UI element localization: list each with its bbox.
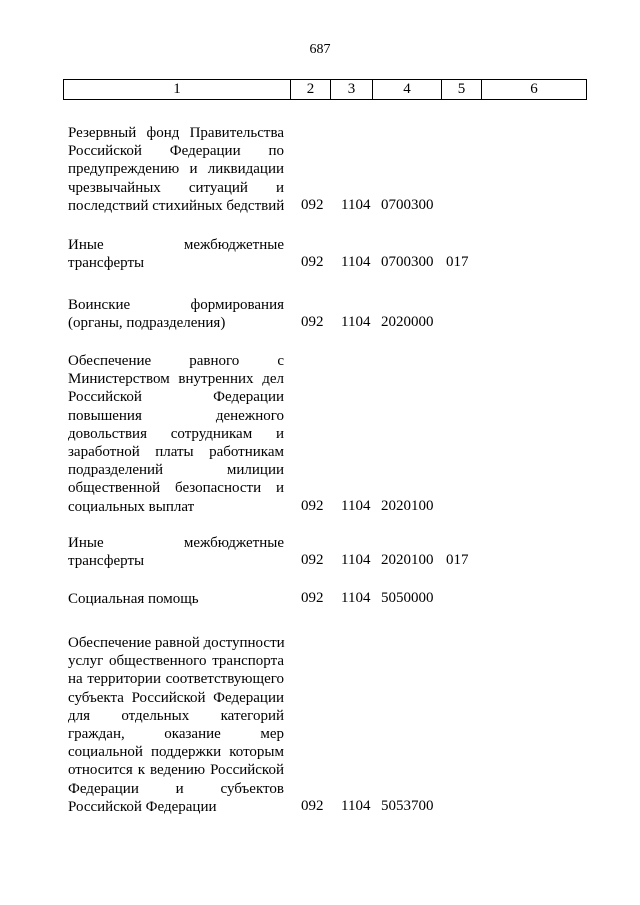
header-col-4: 4 (373, 80, 442, 99)
description-line: граждан, оказание мер (68, 725, 284, 742)
page-number: 687 (309, 42, 331, 57)
description-line: социальной поддержки которым (68, 744, 284, 761)
description-line: Министерством внутренних дел (68, 371, 284, 388)
row-description (68, 534, 284, 570)
cell-c2: 092 (301, 314, 324, 331)
description-line: для отдельных категорий (68, 707, 284, 724)
table-header (63, 79, 587, 100)
cell-c3: 1104 (341, 254, 371, 271)
row-description (68, 352, 284, 516)
description-line: трансферты (68, 255, 145, 272)
description-line: предупреждению и ликвидации (68, 161, 284, 178)
description-line: заработной платы работникам (68, 443, 284, 460)
row-description (68, 590, 284, 608)
description-line: Российской Федерации (68, 389, 284, 406)
cell-c5: 017 (446, 552, 469, 569)
cell-c4: 2020100 (381, 497, 434, 514)
cell-c4: 0700300 (381, 254, 434, 271)
cell-c3: 1104 (341, 797, 371, 814)
cell-c3: 1104 (341, 590, 371, 606)
cell-c3: 1104 (341, 552, 371, 569)
description-line: относится к ведению Российской (68, 762, 284, 779)
description-line: Иные межбюджетные (68, 535, 284, 551)
row-description (68, 236, 284, 272)
cell-c4: 2020000 (381, 314, 434, 331)
header-col-6: 6 (530, 81, 538, 97)
description-line: услуг общественного транспорта (68, 653, 284, 670)
row-description (68, 634, 284, 816)
cell-c3: 1104 (341, 196, 371, 213)
header-col-3: 3 (331, 80, 373, 99)
header-col-1: 1 (64, 80, 291, 99)
cell-c2: 092 (301, 590, 324, 606)
cell-c3: 1104 (341, 497, 371, 514)
description-line: Российской Федерации (68, 798, 217, 815)
cell-c2: 092 (301, 797, 324, 814)
description-line: довольствия сотрудникам и (68, 425, 284, 442)
row-description (68, 296, 284, 332)
description-line: подразделений милиции (68, 462, 284, 479)
description-line: на территории соответствующего (68, 671, 284, 688)
cell-c2: 092 (301, 552, 324, 569)
description-line: Обеспечение равного с (68, 353, 284, 369)
description-line: социальных выплат (68, 498, 195, 515)
description-line: Воинские формирования (68, 297, 284, 313)
cell-c5: 017 (446, 254, 469, 271)
description-line: Российской Федерации по (68, 143, 284, 160)
description-line: Резервный фонд Правительства (68, 125, 284, 141)
header-col-2: 2 (291, 80, 331, 99)
description-line: последствий стихийных бедствий (68, 197, 285, 214)
cell-c4: 5053700 (381, 797, 434, 814)
cell-c2: 092 (301, 497, 324, 514)
description-line: повышения денежного (68, 407, 284, 424)
description-line: чрезвычайных ситуаций и (68, 179, 284, 196)
description-line: Иные межбюджетные (68, 237, 284, 253)
description-line: субъекта Российской Федерации (68, 689, 284, 706)
cell-c2: 092 (301, 196, 324, 213)
description-line: трансферты (68, 553, 145, 570)
header-col-5: 5 (442, 80, 482, 99)
description-line: Федерации и субъектов (68, 780, 284, 797)
cell-c2: 092 (301, 254, 324, 271)
cell-c4: 0700300 (381, 196, 434, 213)
description-line: Социальная помощь (68, 591, 199, 607)
description-line: общественной безопасности и (68, 480, 284, 497)
cell-c3: 1104 (341, 314, 371, 331)
cell-c4: 5050000 (381, 590, 434, 606)
cell-c4: 2020100 (381, 552, 434, 569)
description-line: (органы, подразделения) (68, 315, 226, 332)
description-line: Обеспечение равной доступности (68, 635, 285, 651)
row-description (68, 124, 284, 215)
